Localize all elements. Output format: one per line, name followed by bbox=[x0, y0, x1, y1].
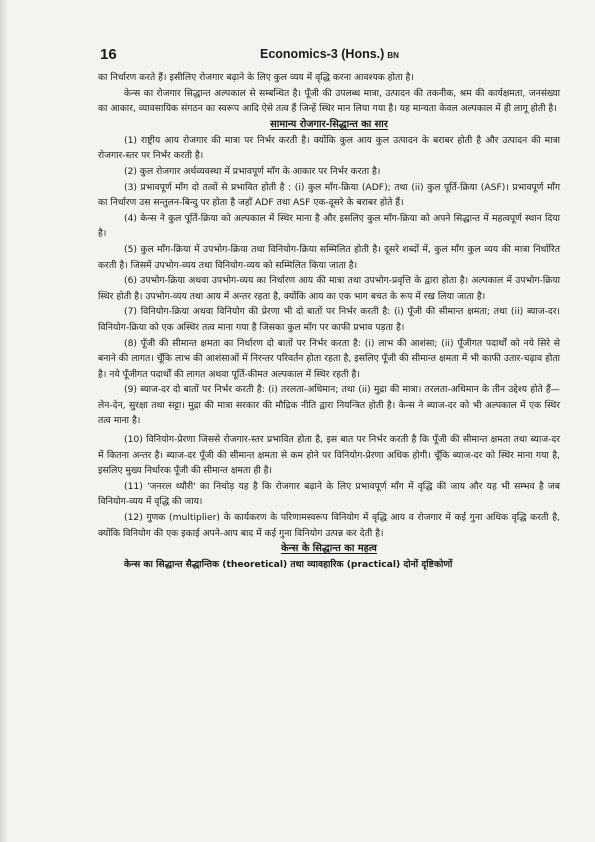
point-6: (6) उपभोग-क्रिया अथवा उपभोग-व्यय का निर्धारण आय की मात्रा तथा उपभोग-प्रवृत्ति के द्वारा होता है। अल्पकाल में उपभोग-क्रिया स्थिर होती है। उपभोग-व्यय तथा आय में अन्तर रहता है, क्योंकि आय का एक भाग बचत के रूप में रख लिया जाता है। bbox=[98, 275, 560, 302]
point-2: (2) कुल रोजगार अर्थव्यवस्था में प्रभावपूर्ण माँग के आकार पर निर्भर करता है। bbox=[124, 165, 381, 177]
point-3: (3) प्रभावपूर्ण माँग दो तत्वों से प्रभावित होती है : (i) कुल माँग-क्रिया (ADF); तथा (ii) कुल पूर्ति-क्रिया (ASF)। प्रभावपूर्ण माँग का निर्धारण उस सन्तुलन-बिन्दु पर होता है जहाँ ADF तथा ASF एक-दूसरे के बराबर होते हैं। bbox=[98, 181, 560, 209]
running-head bbox=[260, 47, 399, 61]
point-12: (12) गुणक (multiplier) के कार्यकरण के परिणामस्वरूप विनियोग में वृद्धि आय व रोजगार में कई गुना अधिक वृद्धि करती है, क्योंकि विनियोग की एक इकाई अपने-आप बाद में कई गुना विनियोग उत्पन्न कर देती है। bbox=[98, 512, 560, 539]
summary-heading: सामान्य रोजगार-सिद्धान्त का सार bbox=[270, 118, 388, 130]
page-header bbox=[100, 46, 555, 66]
running-title: Economics-3 (Hons.) bbox=[260, 47, 385, 61]
point-9: (9) ब्याज-दर दो बातों पर निर्भर करती है: (i) तरलता-अधिमान; तथा (ii) मुद्रा की मात्रा। तरलता-अधिमान के तीन उद्देश्य होते हैं—लेन-देन, सुरक्षा तथा सट्टा। मुद्रा की मात्रा सरकार की मौद्रिक नीति द्वारा नियन्त्रित होती है। केन्स ने ब्याज-दर को भी अल्पकाल में एक स्थिर तत्व माना है। bbox=[98, 384, 560, 427]
point-1: (1) राष्ट्रीय आय रोजगार की मात्रा पर निर्भर करती है। क्योंकि कुल आय कुल उत्पादन के बराबर होती है और उत्पादन की मात्रा रोजगार-स्तर पर निर्भर करती है। bbox=[98, 134, 560, 162]
intro-paragraph: का निर्धारण करते हैं। इसीलिए रोजगार बढ़ाने के लिए कुल व्यय में वृद्धि करना आवश्यक होता है। bbox=[98, 72, 414, 83]
point-11: (11) 'जनरल थ्यौरी' का निचोड़ यह है कि रोजगार बढ़ाने के लिए प्रभावपूर्ण माँग में वृद्धि की जाय और यह भी सम्भव है जब विनियोग-व्यय में वृद्धि की जाय। bbox=[98, 480, 560, 508]
running-tag: BN bbox=[387, 51, 399, 60]
point-10: (10) विनियोग-प्रेरणा जिससे रोजगार-स्तर प्रभावित होता है, इस बात पर निर्भर करती है कि पूँजी की सीमान्त क्षमता तथा ब्याज-दर में कितना अन्तर है। ब्याज-दर पूँजी की सीमान्त क्षमता से कम होने पर विनियोग-प्रेरणा अधिक होगी। चूँकि ब्याज-दर को स्थिर माना गया है, इसलिए मुख्य निर्धारक पूँजी की सीमान्त क्षमता ही है। bbox=[98, 434, 560, 477]
point-8: (8) पूँजी की सीमान्त क्षमता का निर्धारण दो बातों पर निर्भर करता है: (i) लाभ की आशंसा; (ii) पूँजीगत पदार्थों को नये सिरे से बनाने की लागत। चूँकि लाभ की आशंसाओं में निरन्तर परिवर्तन होता रहता है, इसलिए पूँजी की सीमान्त क्षमता में भी काफी उतार-चढ़ाव होता है। नये पूँजीगत पदार्थों की लागत अथवा पूर्ति-कीमत अल्पकाल में स्थिर रहती है। bbox=[98, 337, 560, 380]
importance-heading: केन्स के सिद्धान्त का महत्व bbox=[281, 543, 377, 555]
scan-edge-shadow bbox=[0, 0, 8, 842]
point-5: (5) कुल माँग-क्रिया में उपभोग-क्रिया तथा विनियोग-क्रिया सम्मिलित होती है। दूसरे शब्दों में, कुल माँग कुल व्यय की मात्रा निर्धारित करती है। जिसमें उपभोग-व्यय तथा विनियोग-व्यय को सम्मिलित किया जाता है। bbox=[98, 243, 560, 271]
page-body bbox=[98, 70, 560, 573]
short-run-paragraph: केन्स का रोजगार सिद्धान्त अल्पकाल से सम्बन्धित है। पूँजी की उपलब्ध मात्रा, उत्पादन की तकनीक, श्रम की कार्यक्षमता, जनसंख्या का आकार, व्यावसायिक संगठन का स्वरूप आदि ऐसे तत्व हैं जिन्हें स्थिर मान लिया गया है। यह मान्यता केवल अल्पकाल में ही लागू होती है। bbox=[98, 87, 560, 115]
page-number: 16 bbox=[100, 46, 117, 63]
point-7: (7) विनियोग-क्रिया अथवा विनियोग की प्रेरणा भी दो बातों पर निर्भर करती है: (i) पूँजी की सीमान्त क्षमता; तथा (ii) ब्याज-दर। विनियोग-क्रिया को एक अस्थिर तत्व माना गया है जिसका कुल माँग पर काफी प्रभाव पड़ता है। bbox=[98, 306, 560, 333]
importance-paragraph: केन्स का सिद्धान्त सैद्धान्तिक (theoretical) तथा व्यावहारिक (practical) दोनों दृष्टिकोणों bbox=[124, 559, 453, 571]
point-4: (4) केन्स ने कुल पूर्ति-क्रिया को अल्पकाल में स्थिर माना है और इसलिए कुल माँग-क्रिया को अपने सिद्धान्त में महत्वपूर्ण स्थान दिया है। bbox=[98, 212, 560, 240]
